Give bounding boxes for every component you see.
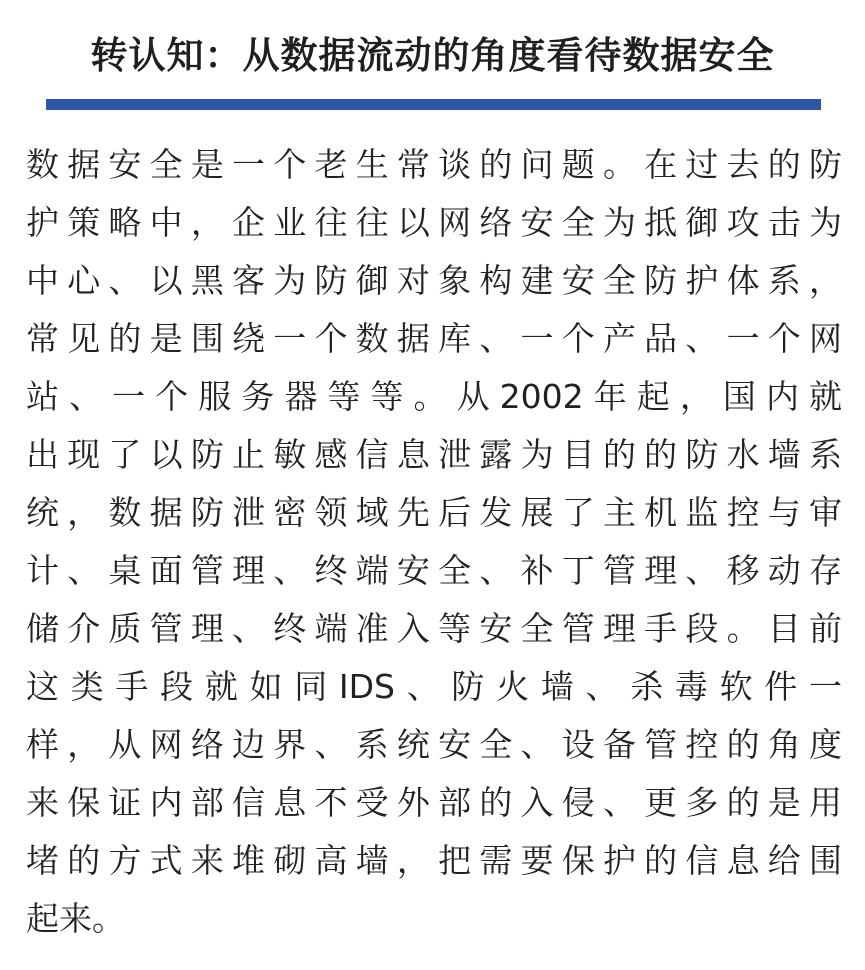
paragraph-line-12: 来保证内部信息不受外部的入侵、更多的是用: [26, 783, 842, 822]
paragraph-line-9: 储介质管理、终端准入等安全管理手段。目前: [26, 609, 842, 648]
paragraph-line-1: 数据安全是一个老生常谈的问题。在过去的防: [26, 145, 842, 184]
paragraph-line-13: 堵的方式来堆砌高墙，把需要保护的信息给围: [26, 841, 842, 880]
paragraph-line-6: 出现了以防止敏感信息泄露为目的的防水墙系: [26, 435, 842, 474]
paragraph-line-11: 样，从网络边界、系统安全、设备管控的角度: [26, 725, 842, 764]
article-paragraph: [26, 136, 842, 948]
paragraph-line-7: 统，数据防泄密领域先后发展了主机监控与审: [26, 493, 842, 532]
paragraph-line-5: 站、一个服务器等等。从2002年起，国内就: [26, 377, 842, 416]
paragraph-line-3: 中心、以黑客为防御对象构建安全防护体系，: [26, 261, 842, 300]
paragraph-line-4: 常见的是围绕一个数据库、一个产品、一个网: [26, 319, 842, 358]
paragraph-line-14: 起来。: [26, 899, 125, 938]
paragraph-line-8: 计、桌面管理、终端安全、补丁管理、移动存: [26, 551, 842, 590]
title-underline-divider: [46, 99, 821, 110]
paragraph-line-10: 这类手段就如同IDS、防火墙、杀毒软件一: [26, 667, 842, 706]
paragraph-line-2: 护策略中，企业往往以网络安全为抵御攻击为: [26, 203, 842, 242]
article-title: 转认知：从数据流动的角度看待数据安全: [90, 34, 775, 77]
